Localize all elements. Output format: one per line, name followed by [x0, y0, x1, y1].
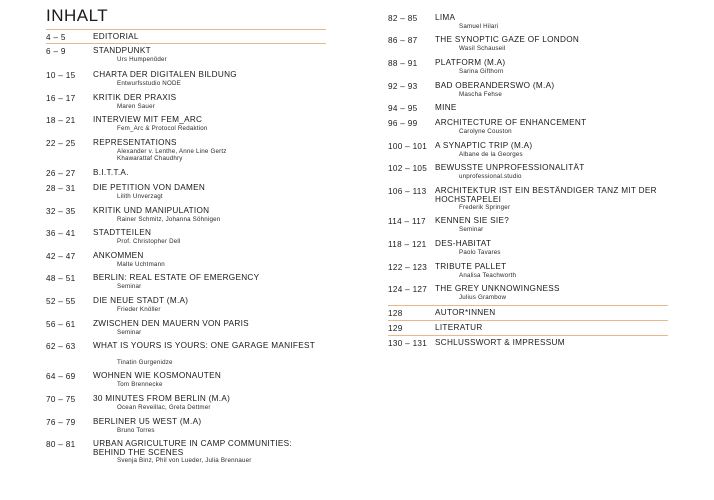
- toc-title: MINE: [435, 103, 457, 112]
- toc-author: Alexander v. Lenthe, Anne Line Gertz: [117, 148, 227, 155]
- toc-page-range: 70 – 75: [46, 395, 76, 404]
- toc-title: WHAT IS YOURS IS YOURS: ONE GARAGE MANIFEST: [93, 341, 316, 350]
- toc-author: Paolo Tavares: [459, 249, 501, 256]
- toc-title: LITERATUR: [435, 323, 483, 332]
- toc-author: unprofessional.studio: [459, 173, 522, 180]
- toc-entry[interactable]: [46, 29, 326, 44]
- toc-entry[interactable]: [388, 56, 668, 76]
- toc-page-range: 114 – 117: [388, 217, 426, 226]
- toc-page-range: 118 – 121: [388, 240, 427, 249]
- toc-entry[interactable]: [46, 369, 326, 389]
- toc-author: Fem_Arc & Protocol Redaktion: [117, 125, 208, 132]
- toc-title: 30 MINUTES FROM BERLIN (M.A): [93, 394, 231, 403]
- toc-entry[interactable]: [46, 271, 326, 291]
- toc-author: Frederik Springer: [459, 204, 511, 211]
- toc-page-range: 26 – 27: [46, 169, 76, 178]
- toc-title: CHARTA DER DIGITALEN BILDUNG: [93, 70, 237, 79]
- toc-title: THE GREY UNKNOWINGNESS: [435, 284, 560, 293]
- toc-title: BERLIN: REAL ESTATE OF EMERGENCY: [93, 273, 260, 282]
- toc-author: Seminar: [117, 283, 142, 290]
- toc-page-range: 52 – 55: [46, 297, 76, 306]
- toc-title: KRITIK UND MANIPULATION: [93, 206, 210, 215]
- toc-page-range: 62 – 63: [46, 342, 76, 351]
- toc-entry[interactable]: [388, 214, 668, 234]
- toc-column-left: [46, 0, 326, 500]
- toc-page-range: 92 – 93: [388, 82, 418, 91]
- toc-author: Sarina Gifthorn: [459, 68, 504, 75]
- toc-entry[interactable]: [46, 317, 326, 337]
- toc-title: EDITORIAL: [93, 32, 139, 41]
- toc-entry[interactable]: [388, 116, 668, 136]
- toc-entry[interactable]: [46, 44, 326, 64]
- toc-title: THE SYNOPTIC GAZE OF LONDON: [435, 35, 580, 44]
- toc-page-range: 56 – 61: [46, 320, 76, 329]
- toc-title: DIE NEUE STADT (M.A): [93, 296, 189, 305]
- toc-entry[interactable]: [46, 166, 326, 179]
- toc-page-range: 64 – 69: [46, 372, 76, 381]
- toc-entry[interactable]: [46, 204, 326, 224]
- toc-title: ARCHITECTURE OF ENHANCEMENT: [435, 118, 587, 127]
- toc-title: STADTTEILEN: [93, 228, 152, 237]
- toc-entry[interactable]: [46, 113, 326, 133]
- toc-author: Maren Sauer: [117, 103, 155, 110]
- toc-author: Julius Grambow: [459, 294, 507, 301]
- toc-entry[interactable]: [388, 320, 668, 334]
- toc-entry[interactable]: [388, 335, 668, 349]
- toc-entry[interactable]: [388, 305, 668, 319]
- toc-title: DIE PETITION VON DAMEN: [93, 183, 206, 192]
- toc-entry[interactable]: [388, 101, 668, 114]
- toc-entry[interactable]: [46, 437, 326, 465]
- toc-title: WOHNEN WIE KOSMONAUTEN: [93, 371, 222, 380]
- toc-entry[interactable]: [388, 33, 668, 53]
- toc-page-range: 124 – 127: [388, 285, 428, 294]
- toc-title: TRIBUTE PALLET: [435, 262, 507, 271]
- toc-page-range: 6 – 9: [46, 47, 66, 56]
- toc-entry[interactable]: [46, 136, 326, 164]
- toc-author: Tinatin Gurgenidze: [117, 359, 173, 366]
- toc-title: AUTOR*INNEN: [435, 308, 496, 317]
- toc-author: Lilith Unverzagt: [117, 193, 163, 200]
- toc-author: Ocean Reveillac, Greta Dettmer: [117, 404, 211, 411]
- toc-page-range: 32 – 35: [46, 207, 76, 216]
- toc-page-range: 106 – 113: [388, 187, 427, 196]
- toc-author: Wasil Schauseil: [459, 45, 506, 52]
- toc-title: STANDPUNKT: [93, 46, 151, 55]
- toc-entry[interactable]: [388, 237, 668, 257]
- toc-title: DES-HABITAT: [435, 239, 492, 248]
- toc-page-range: 42 – 47: [46, 252, 76, 261]
- toc-title: INTERVIEW MIT FEM_ARC: [93, 115, 203, 124]
- toc-entry[interactable]: [46, 91, 326, 111]
- toc-page-range: 16 – 17: [46, 94, 76, 103]
- toc-author: Khawarattaf Chaudhry: [117, 155, 183, 162]
- toc-author: Samuel Hilari: [459, 23, 499, 30]
- toc-page-range: 10 – 15: [46, 71, 76, 80]
- toc-author: Svenja Binz, Phil von Lueder, Julia Brennauer: [117, 457, 252, 464]
- toc-page-range: 76 – 79: [46, 418, 76, 427]
- toc-page-range: 94 – 95: [388, 104, 418, 113]
- toc-author: Tom Brennecke: [117, 381, 163, 388]
- toc-entry[interactable]: [46, 68, 326, 88]
- toc-page-range: 122 – 123: [388, 263, 428, 272]
- toc-page-range: 130 – 131: [388, 339, 428, 348]
- toc-title: ZWISCHEN DEN MAUERN VON PARIS: [93, 319, 249, 328]
- toc-author: Rainer Schmitz, Johanna Söhnigen: [117, 216, 221, 223]
- toc-author: Analisa Teachworth: [459, 272, 517, 279]
- toc-author: Bruno Torres: [117, 427, 155, 434]
- toc-page-range: 48 – 51: [46, 274, 76, 283]
- toc-author: Seminar: [459, 226, 484, 233]
- toc-page-range: 18 – 21: [46, 116, 76, 125]
- toc-entry[interactable]: [46, 392, 326, 412]
- toc-title: REPRESENTATIONS: [93, 138, 177, 147]
- toc-page-range: 96 – 99: [388, 119, 418, 128]
- toc-page-range: 82 – 85: [388, 14, 418, 23]
- toc-title: ARCHITEKTUR IST EIN BESTÄNDIGER TANZ MIT DER HOCHSTAPELEI: [435, 186, 657, 204]
- toc-title: BERLINER U5 WEST (M.A): [93, 417, 202, 426]
- toc-entry[interactable]: [388, 282, 668, 302]
- toc-page-range: 100 – 101: [388, 142, 428, 151]
- toc-page-range: 80 – 81: [46, 440, 76, 449]
- toc-entry[interactable]: [388, 11, 668, 31]
- toc-author: Entwurfsstudio NODE: [117, 80, 181, 87]
- toc-author: Mascha Fehse: [459, 91, 502, 98]
- toc-page-range: 4 – 5: [46, 33, 66, 42]
- toc-title: SCHLUSSWORT & IMPRESSUM: [435, 338, 565, 347]
- toc-page-range: 86 – 87: [388, 36, 418, 45]
- toc-entry[interactable]: [388, 161, 668, 181]
- toc-column-right: [388, 0, 668, 500]
- toc-author: Albane de la Georges: [459, 151, 523, 158]
- toc-entry[interactable]: [46, 339, 326, 367]
- toc-page-range: 128: [388, 309, 403, 318]
- toc-entry[interactable]: [388, 79, 668, 99]
- toc-entry[interactable]: [46, 294, 326, 314]
- toc-entry[interactable]: [388, 184, 668, 212]
- toc-page-range: 88 – 91: [388, 59, 418, 68]
- toc-page-range: 28 – 31: [46, 184, 76, 193]
- toc-title: B.I.T.T.A.: [93, 168, 129, 177]
- toc-title: KRITIK DER PRAXIS: [93, 93, 177, 102]
- page-title: INHALT: [46, 6, 109, 25]
- toc-author: Urs Humpenöder: [117, 56, 167, 63]
- toc-title: A SYNAPTIC TRIP (M.A): [435, 141, 533, 150]
- toc-title: ANKOMMEN: [93, 251, 144, 260]
- toc-entry[interactable]: [388, 260, 668, 280]
- toc-entry[interactable]: [46, 415, 326, 435]
- toc-author: Frieder Knöller: [117, 306, 161, 313]
- toc-title: PLATFORM (M.A): [435, 58, 506, 67]
- toc-entry[interactable]: [46, 181, 326, 201]
- toc-title: BAD OBERANDERSWO (M.A): [435, 81, 555, 90]
- toc-title: BEWUSSTE UNPROFESSIONALITÄT: [435, 163, 585, 172]
- toc-title: URBAN AGRICULTURE IN CAMP COMMUNITIES: BEHIND THE SCENES: [93, 439, 292, 457]
- toc-page-range: 129: [388, 324, 403, 333]
- toc-page-range: 22 – 25: [46, 139, 76, 148]
- toc-page-range: 102 – 105: [388, 164, 428, 173]
- toc-page-range: 36 – 41: [46, 229, 76, 238]
- toc-title: KENNEN SIE SIE?: [435, 216, 510, 225]
- toc-entry[interactable]: [46, 226, 326, 246]
- toc-entry[interactable]: [46, 249, 326, 269]
- toc-title: LIMA: [435, 13, 456, 22]
- toc-author: Prof. Christopher Dell: [117, 238, 181, 245]
- toc-entry[interactable]: [388, 139, 668, 159]
- toc-author: Malte Uchtmann: [117, 261, 165, 268]
- toc-author: Carolyne Couston: [459, 128, 512, 135]
- toc-author: Seminar: [117, 329, 142, 336]
